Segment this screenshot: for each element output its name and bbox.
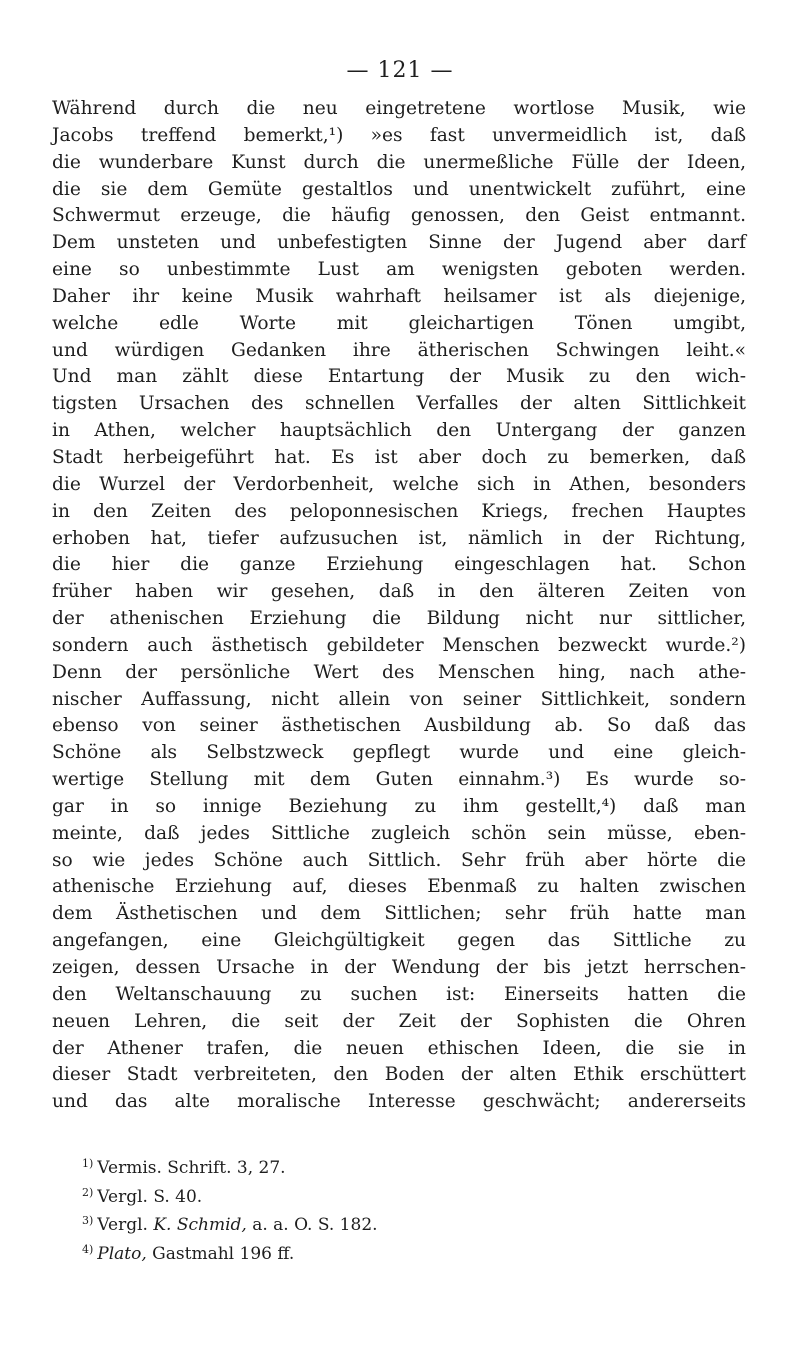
footnote-4	[82, 1238, 742, 1267]
text-line: in Athen, welcher hauptsächlich den Untergang der ganzen	[52, 420, 746, 442]
text-line: die hier die ganze Erziehung eingeschlagen hat. Schon	[52, 554, 746, 576]
text-line: die wunderbare Kunst durch die unermeßliche Fülle der Ideen,	[52, 151, 746, 173]
text-line: nischer Auffassung, nicht allein von seiner Sittlichkeit, sondern	[52, 688, 746, 710]
footnote-marker: 4)	[82, 1242, 94, 1256]
text-line: ebenso von seiner ästhetischen Ausbildung ab. So daß das	[52, 715, 746, 737]
text-line: Schwermut erzeuge, die häufig genossen, den Geist entmannt.	[52, 205, 746, 227]
text-line: und das alte moralische Interesse geschwächt; andererseits	[52, 1091, 746, 1113]
text-line: athenische Erziehung auf, dieses Ebenmaß zu halten zwischen	[52, 876, 746, 898]
text-line: Denn der persönliche Wert des Menschen hing, nach athe-	[52, 661, 746, 683]
footnote-text: Vergl.	[97, 1215, 154, 1235]
page-number: — 121 —	[346, 58, 454, 83]
footnote-text: a. a. O. S. 182.	[246, 1215, 378, 1235]
footnote-marker: 1)	[82, 1157, 94, 1170]
text-line: erhoben hat, tiefer aufzusuchen ist, nämlich in der Richtung,	[52, 527, 746, 549]
text-line: der Athener trafen, die neuen ethischen Ideen, die sie in	[52, 1037, 746, 1059]
footnote-author: K. Schmid,	[153, 1215, 247, 1235]
text-line: neuen Lehren, die seit der Zeit der Sophisten die Ohren	[52, 1010, 746, 1032]
text-line: Und man zählt diese Entartung der Musik zu den wich-	[52, 366, 746, 388]
footnotes	[82, 1152, 742, 1266]
footnote-marker: 2)	[82, 1185, 94, 1199]
text-line: dieser Stadt verbreiteten, den Boden der alten Ethik erschüttert	[52, 1064, 746, 1086]
footnote-text: Vermis. Schrift. 3, 27.	[97, 1158, 286, 1178]
text-line: tigsten Ursachen des schnellen Verfalles der alten Sittlichkeit	[52, 393, 746, 415]
footnote-1	[82, 1152, 742, 1181]
text-line: Schöne als Selbstzweck gepflegt wurde und eine gleich-	[52, 742, 746, 764]
text-line: früher haben wir gesehen, daß in den älteren Zeiten von	[52, 581, 746, 603]
text-line: meinte, daß jedes Sittliche zugleich schön sein müsse, eben-	[52, 822, 746, 844]
footnote-marker: 3)	[82, 1214, 94, 1227]
footnote-2	[82, 1181, 742, 1210]
footnote-author: Plato,	[97, 1243, 147, 1264]
text-line: die sie dem Gemüte gestaltlos und unentwickelt zuführt, eine	[52, 178, 746, 200]
text-line: angefangen, eine Gleichgültigkeit gegen das Sittliche zu	[52, 930, 746, 952]
text-line: Dem unsteten und unbefestigten Sinne der Jugend aber darf	[52, 232, 746, 254]
text-line: dem Ästhetischen und dem Sittlichen; sehr früh hatte man	[52, 903, 746, 925]
body-text	[52, 96, 746, 1116]
text-line: und würdigen Gedanken ihre ätherischen Schwingen leiht.«	[52, 339, 746, 361]
text-line: so wie jedes Schöne auch Sittlich. Sehr früh aber hörte die	[52, 849, 746, 871]
text-line: den Weltanschauung zu suchen ist: Einerseits hatten die	[52, 983, 746, 1005]
text-line: zeigen, dessen Ursache in der Wendung der bis jetzt herrschen-	[52, 957, 746, 978]
text-line: Daher ihr keine Musik wahrhaft heilsamer ist als diejenige,	[52, 285, 746, 307]
text-line: die Wurzel der Verdorbenheit, welche sich in Athen, besonders	[52, 473, 746, 495]
footnote-3	[82, 1209, 742, 1238]
text-line: eine so unbestimmte Lust am wenigsten geboten werden.	[52, 259, 746, 281]
text-line: der athenischen Erziehung die Bildung nicht nur sittlicher,	[52, 608, 746, 630]
footnote-text: Vergl. S. 40.	[97, 1186, 203, 1207]
text-line: in den Zeiten des peloponnesischen Kriegs, frechen Hauptes	[52, 500, 746, 522]
text-line: welche edle Worte mit gleichartigen Tönen umgibt,	[52, 312, 746, 334]
text-line: Stadt herbeigeführt hat. Es ist aber doch zu bemerken, daß	[52, 446, 746, 468]
text-line: Während durch die neu eingetretene wortlose Musik, wie	[52, 98, 746, 119]
text-line: sondern auch ästhetisch gebildeter Menschen bezweckt wurde.²)	[52, 634, 746, 656]
text-line: gar in so innige Beziehung zu ihm gestellt,⁴) daß man	[52, 795, 746, 817]
footnote-text: Gastmahl 196 ff.	[146, 1243, 295, 1264]
text-line: Jacobs treffend bemerkt,¹) »es fast unvermeidlich ist, daß	[52, 124, 746, 146]
text-line: wertige Stellung mit dem Guten einnahm.³) Es wurde so-	[52, 769, 746, 791]
